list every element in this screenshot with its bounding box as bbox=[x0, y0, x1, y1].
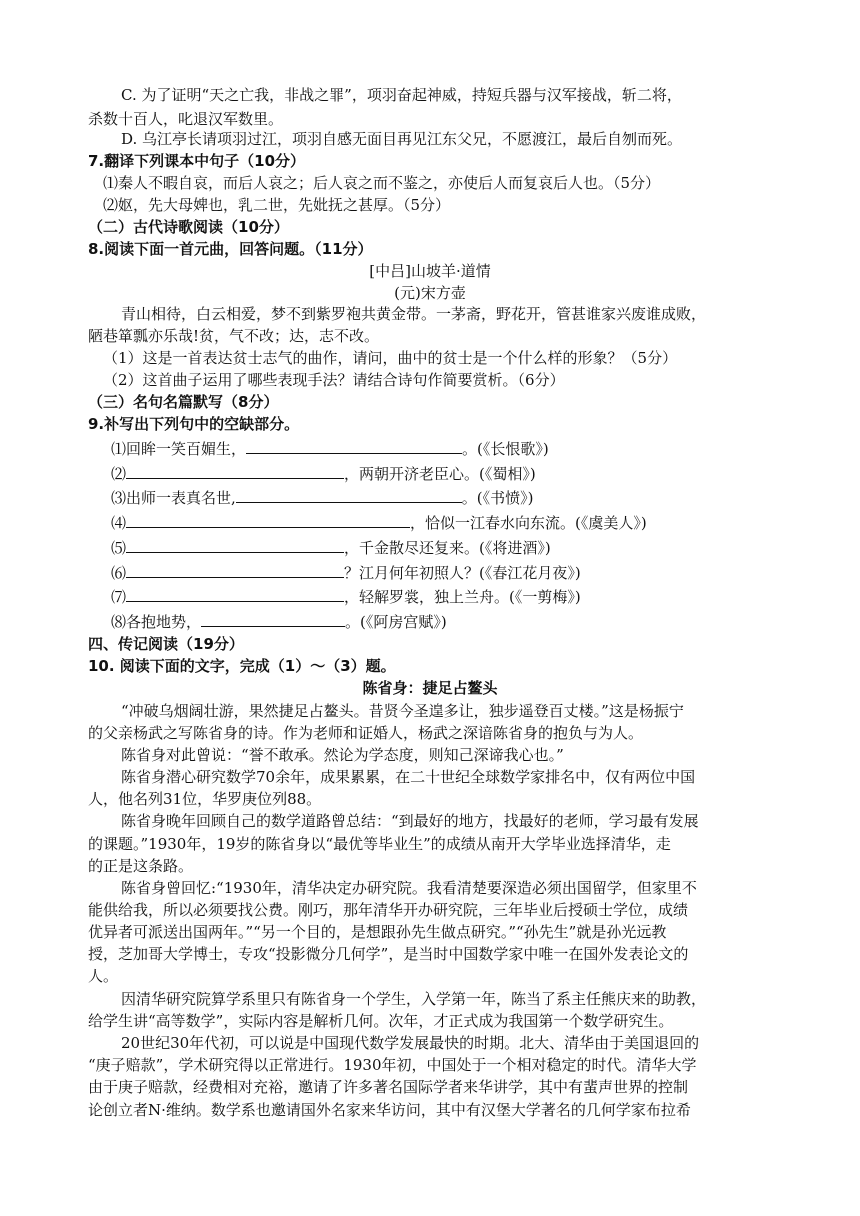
q6-option-d: D. 乌江亭长请项羽过江，项羽自感无面目再见江东父兄，不愿渡江，最后自刎而死。 bbox=[121, 130, 683, 148]
q9-heading: 9.补写出下列句中的空缺部分。 bbox=[88, 415, 300, 433]
answer-blank[interactable] bbox=[126, 536, 344, 553]
answer-blank[interactable] bbox=[126, 462, 344, 479]
q8-subquestion-2: （2）这首曲子运用了哪些表现手法？请结合诗句作简要赏析。（6分） bbox=[103, 371, 565, 389]
fill-blank-item bbox=[111, 462, 536, 485]
fill-blank-suffix: ，轻解罗裳，独上兰舟。(《一剪梅》) bbox=[344, 588, 581, 606]
article-paragraph-line: 授，芝加哥大学博士，专攻“投影微分几何学”，是当时中国数学家中唯一在国外发表论文的 bbox=[88, 945, 689, 963]
article-paragraph-line: 人。 bbox=[88, 967, 119, 985]
q6-option-c-line2: 杀数十百人，叱退汉军数里。 bbox=[88, 110, 284, 128]
article-paragraph-line: 的课题。”1930年，19岁的陈省身以“最优等毕业生”的成绩从南开大学毕业选择清华，走 bbox=[88, 835, 671, 853]
article-paragraph-line: 的正是这条路。 bbox=[88, 857, 194, 875]
article-paragraph-line: “庚子赔款”，学术研究得以正常进行。1930年初，中国处于一个相对稳定的时代。清华大学 bbox=[88, 1056, 697, 1074]
poem-line-1: 青山相待，白云相爱，梦不到紫罗袍共黄金带。一茅斋，野花开，管甚谁家兴废谁成败， bbox=[121, 305, 707, 323]
q7-sentence-1: ⑴秦人不暇自哀，而后人哀之；后人哀之而不鉴之，亦使后人而复哀后人也。（5分） bbox=[103, 174, 661, 192]
article-paragraph-line: 给学生讲“高等数学”，实际内容是解析几何。次年，才正式成为我国第一个数学研究生。 bbox=[88, 1012, 674, 1030]
fill-blank-prefix: ⑺ bbox=[111, 588, 127, 606]
article-paragraph-line: 能供给我，所以必须要找公费。刚巧，那年清华开办研究院，三年毕业后授硕士学位，成绩 bbox=[88, 901, 689, 919]
fill-blank-suffix: 。(《长恨歌》) bbox=[462, 440, 549, 458]
q7-sentence-2: ⑵妪，先大母婢也，乳二世，先妣抚之甚厚。（5分） bbox=[103, 196, 451, 214]
article-paragraph-line: 人，他名列31位，华罗庚位列88。 bbox=[88, 790, 322, 808]
fill-blank-item bbox=[111, 561, 581, 584]
q8-heading: 8.阅读下面一首元曲，回答问题。（11分） bbox=[88, 240, 373, 258]
article-paragraph-line: 因清华研究院算学系里只有陈省身一个学生，入学第一年，陈当了系主任熊庆来的助教， bbox=[121, 990, 707, 1008]
fill-blank-suffix: 。(《阿房宫赋》) bbox=[345, 613, 447, 631]
q7-heading: 7.翻译下列课本中句子（10分） bbox=[88, 152, 306, 170]
fill-blank-item bbox=[111, 437, 549, 460]
answer-blank[interactable] bbox=[126, 561, 344, 578]
article-paragraph-line: 论创立者N·维纳。数学系也邀请国外名家来华访问，其中有汉堡大学著名的几何学家布拉希 bbox=[88, 1101, 691, 1119]
fill-blank-item bbox=[111, 536, 551, 559]
fill-blank-prefix: ⑻各抱地势， bbox=[111, 613, 202, 631]
article-paragraph-line: 陈省身对此曾说：“誉不敢承。然论为学态度，则知己深谛我心也。” bbox=[121, 746, 564, 764]
fill-blank-item bbox=[111, 486, 534, 509]
poem-title: [中吕]山坡羊·道情 bbox=[369, 262, 491, 280]
answer-blank[interactable] bbox=[126, 585, 344, 602]
fill-blank-suffix: ，千金散尽还复来。(《将进酒》) bbox=[344, 539, 551, 557]
q8-subquestion-1: （1）这是一首表达贫士志气的曲作，请问，曲中的贫士是一个什么样的形象？（5分） bbox=[103, 349, 678, 367]
article-paragraph-line: 陈省身晚年回顾自己的数学道路曾总结：“到最好的地方，找最好的老师，学习最有发展 bbox=[121, 812, 699, 830]
q6-option-c-line1: C. 为了证明“天之亡我，非战之罪”，项羽奋起神威，持短兵器与汉军接战，斩二将， bbox=[121, 86, 682, 104]
answer-blank[interactable] bbox=[126, 511, 410, 528]
fill-blank-prefix: ⑶出师一表真名世, bbox=[111, 489, 236, 507]
poem-line-2: 陋巷箪瓢亦乐哉!贫，气不改；达，志不改。 bbox=[88, 327, 380, 345]
article-paragraph-line: 由于庚子赔款，经费相对充裕，邀请了许多著名国际学者来华讲学，其中有蜚声世界的控制 bbox=[88, 1078, 689, 1096]
article-paragraph-line: 优异者可派送出国两年。”“另一个目的，是想跟孙先生做点研究。”“孙先生”就是孙光远教 bbox=[88, 923, 667, 941]
article-title: 陈省身：捷足占鳌头 bbox=[362, 679, 498, 697]
q10-heading: 10. 阅读下面的文字，完成（1）～（3）题。 bbox=[88, 657, 396, 675]
answer-blank[interactable] bbox=[236, 486, 462, 503]
fill-blank-suffix: ？江月何年初照人？(《春江花月夜》) bbox=[344, 564, 581, 582]
fill-blank-item bbox=[111, 610, 447, 633]
article-paragraph-line: 的父亲杨武之写陈省身的诗。作为老师和证婚人，杨武之深谙陈省身的抱负与为人。 bbox=[88, 724, 644, 742]
section-3-heading: （三）名句名篇默写（8分） bbox=[88, 393, 279, 411]
answer-blank[interactable] bbox=[246, 437, 462, 454]
fill-blank-item bbox=[111, 511, 647, 534]
fill-blank-prefix: ⑸ bbox=[111, 539, 127, 557]
section-2-heading: （二）古代诗歌阅读（10分） bbox=[88, 218, 289, 236]
article-paragraph-line: 陈省身曾回忆:“1930年，清华决定办研究院。我看清楚要深造必须出国留学，但家里不 bbox=[121, 879, 697, 897]
fill-blank-prefix: ⑹ bbox=[111, 564, 127, 582]
fill-blank-item bbox=[111, 585, 581, 608]
fill-blank-prefix: ⑷ bbox=[111, 514, 127, 532]
fill-blank-suffix: ，恰似一江春水向东流。(《虞美人》) bbox=[410, 514, 647, 532]
fill-blank-prefix: ⑴回眸一笑百媚生， bbox=[111, 440, 247, 458]
article-paragraph-line: 20世纪30年代初，可以说是中国现代数学发展最快的时期。北大、清华由于美国退回的 bbox=[121, 1034, 700, 1052]
section-4-heading: 四、传记阅读（19分） bbox=[88, 635, 244, 653]
poem-author: (元)宋方壶 bbox=[394, 284, 466, 302]
fill-blank-suffix: 。(《书愤》) bbox=[461, 489, 534, 507]
article-paragraph-line: 陈省身潜心研究数学70余年，成果累累，在二十世纪全球数学家排名中，仅有两位中国 bbox=[121, 768, 696, 786]
answer-blank[interactable] bbox=[201, 610, 345, 627]
article-paragraph-line: “冲破乌烟阔壮游，果然捷足占鳌头。昔贤今圣遑多让，独步遥登百丈楼。”这是杨振宁 bbox=[121, 702, 684, 720]
fill-blank-suffix: ，两朝开济老臣心。(《蜀相》) bbox=[344, 465, 536, 483]
fill-blank-prefix: ⑵ bbox=[111, 465, 127, 483]
